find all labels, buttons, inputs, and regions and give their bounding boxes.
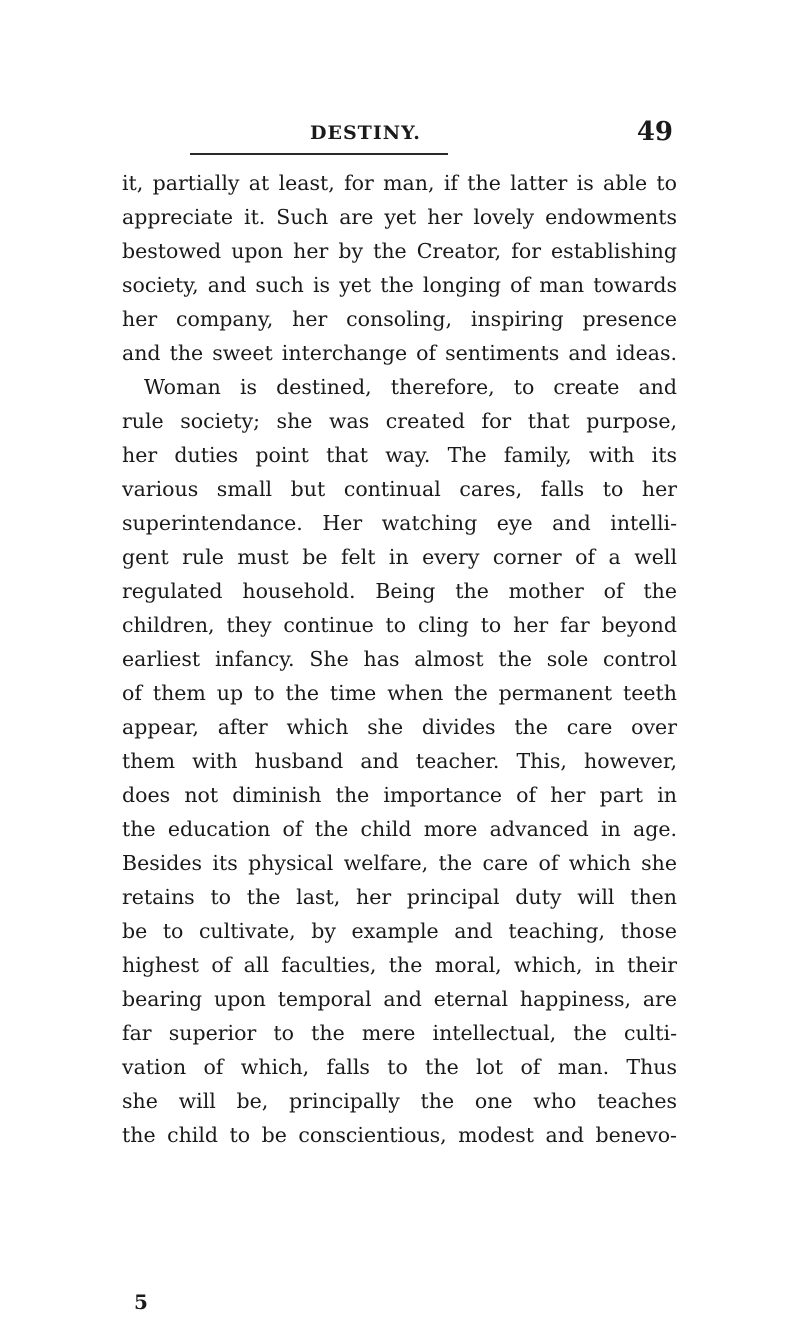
text-line: it, partially at least, for man, if the latter is able to — [122, 171, 677, 195]
page-number: 49 — [636, 117, 673, 147]
text-line: bestowed upon her by the Creator, for establishing — [122, 239, 677, 263]
running-head — [120, 118, 675, 148]
text-line: far superior to the mere intellectual, the culti- — [122, 1021, 677, 1045]
text-line: of them up to the time when the permanent teeth — [122, 681, 677, 705]
text-line: highest of all faculties, the moral, which, in their — [122, 953, 677, 977]
text-line: her duties point that way. The family, with its — [122, 443, 677, 467]
text-line: retains to the last, her principal duty will then — [122, 885, 677, 909]
text-line: the child to be conscientious, modest and benevo- — [122, 1123, 677, 1147]
text-line: and the sweet interchange of sentiments and ideas. — [122, 341, 677, 365]
text-line: superintendance. Her watching eye and intelli- — [122, 511, 677, 535]
text-line: bearing upon temporal and eternal happiness, are — [122, 987, 677, 1011]
text-line: gent rule must be felt in every corner of a well — [122, 545, 677, 569]
text-line: appreciate it. Such are yet her lovely endowments — [122, 205, 677, 229]
running-title: DESTINY. — [310, 122, 421, 144]
text-line: appear, after which she divides the care over — [122, 715, 677, 739]
text-line: her company, her consoling, inspiring presence — [122, 307, 677, 331]
text-line: vation of which, falls to the lot of man. Thus — [122, 1055, 677, 1079]
text-line: earliest infancy. She has almost the sole control — [122, 647, 677, 671]
text-line: be to cultivate, by example and teaching, those — [122, 919, 677, 943]
text-line: the education of the child more advanced in age. — [122, 817, 677, 841]
text-line: does not diminish the importance of her part in — [122, 783, 677, 807]
text-line: various small but continual cares, falls to her — [122, 477, 677, 501]
body-text — [122, 166, 677, 1152]
text-line: Besides its physical welfare, the care of which she — [122, 851, 677, 875]
header-rule — [190, 153, 448, 155]
text-line: society, and such is yet the longing of man towards — [122, 273, 677, 297]
signature-mark: 5 — [134, 1290, 148, 1314]
text-line: them with husband and teacher. This, however, — [122, 749, 677, 773]
text-line-paragraph-start: Woman is destined, therefore, to create and — [144, 375, 677, 399]
text-line: regulated household. Being the mother of the — [122, 579, 677, 603]
text-line: rule society; she was created for that purpose, — [122, 409, 677, 433]
text-line: children, they continue to cling to her far beyond — [122, 613, 677, 637]
text-line: she will be, principally the one who teaches — [122, 1089, 677, 1113]
